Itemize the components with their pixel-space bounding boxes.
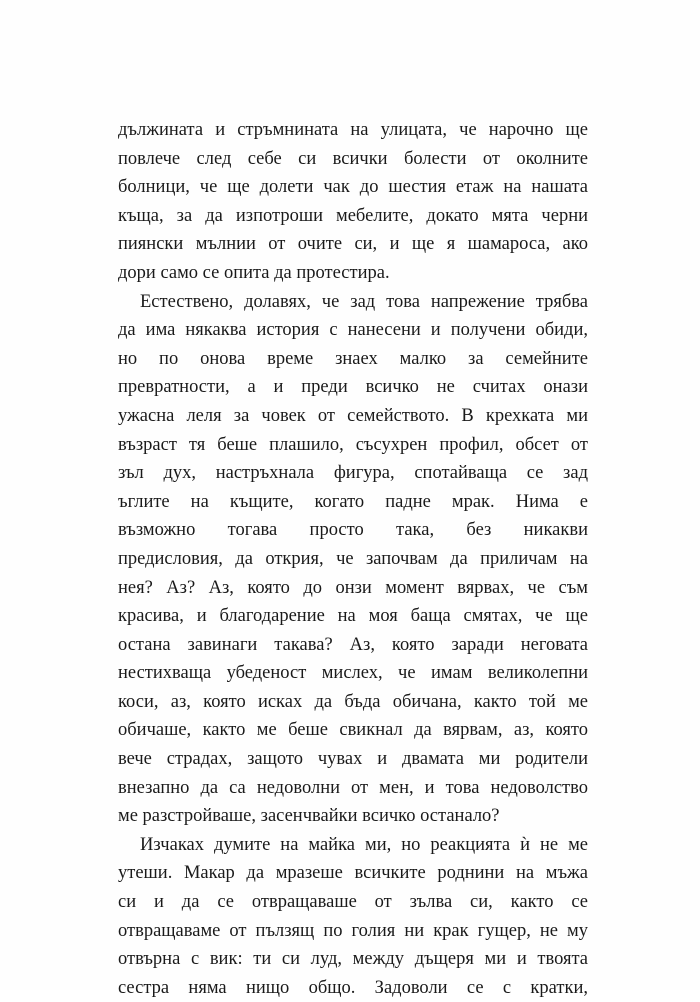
text-line: предисловия, да открия, че започвам да приличам на xyxy=(118,548,588,569)
body-text xyxy=(118,116,588,1002)
text-line: Естествено, долавях, че зад това напрежение трябва xyxy=(140,291,588,312)
text-line: пиянски мълнии от очите си, и ще я шамароса, ако xyxy=(118,234,588,255)
text-line: Изчаках думите на майка ми, но реакцията ѝ не ме xyxy=(140,834,588,855)
text-line: нестихваща убеденост мислех, че имам великолепни xyxy=(118,663,588,684)
text-line: утеши. Макар да мразеше всичките роднини на мъжа xyxy=(118,863,588,884)
text-line: коси, аз, която исках да бъда обичана, както той ме xyxy=(118,691,588,712)
text-line: повлече след себе си всички болести от околните xyxy=(118,148,588,169)
text-line: отвърна с вик: ти си луд, между дъщеря ми и твоята xyxy=(118,949,588,970)
text-line: превратности, а и преди всичко не считах онази xyxy=(118,377,588,398)
text-line: ме разстройваше, засенчвайки всичко останало? xyxy=(118,806,500,827)
text-line: но по онова време знаех малко за семейните xyxy=(118,348,588,369)
text-line: ужасна леля за човек от семейството. В крехката ми xyxy=(118,405,588,426)
paragraph-1 xyxy=(118,116,588,288)
paragraph-3 xyxy=(118,831,588,1002)
text-line: къща, за да изпотроши мебелите, докато мята черни xyxy=(118,205,588,226)
text-line: да има някаква история с нанесени и получени обиди, xyxy=(118,320,588,341)
text-line: зъл дух, настръхнала фигура, спотайваща се зад xyxy=(118,463,588,484)
text-line: вече страдах, защото чувах и двамата ми родители xyxy=(118,749,588,770)
text-line: дори само се опита да протестира. xyxy=(118,262,390,283)
text-line: възможно тогава просто така, без никакви xyxy=(118,520,588,541)
text-line: си и да се отвращаваше от зълва си, както се xyxy=(118,892,588,913)
text-line: остана завинаги такава? Аз, която заради неговата xyxy=(118,634,588,655)
text-line: дължината и стръмнината на улицата, че нарочно ще xyxy=(118,120,588,140)
text-line: отвращаваме от пълзящ по голия ни крак гущер, не му xyxy=(118,920,588,941)
text-line: внезапно да са недоволни от мен, и това недоволство xyxy=(118,777,588,798)
text-line: красива, и благодарение на моя баща смятах, че ще xyxy=(118,606,588,627)
text-line: нея? Аз? Аз, която до онзи момент вярвах, че съм xyxy=(118,577,588,598)
paragraph-2 xyxy=(118,288,588,831)
text-line: обичаше, както ме беше свикнал да вярвам, аз, която xyxy=(118,720,588,741)
text-line: болници, че ще долети чак до шестия етаж на нашата xyxy=(118,177,588,198)
text-line: възраст тя беше плашило, съсухрен профил, обсет от xyxy=(118,434,588,455)
text-line: ъглите на къщите, когато падне мрак. Нима е xyxy=(118,491,588,512)
text-line: сестра няма нищо общо. Задоволи се с кратки, xyxy=(118,977,588,998)
